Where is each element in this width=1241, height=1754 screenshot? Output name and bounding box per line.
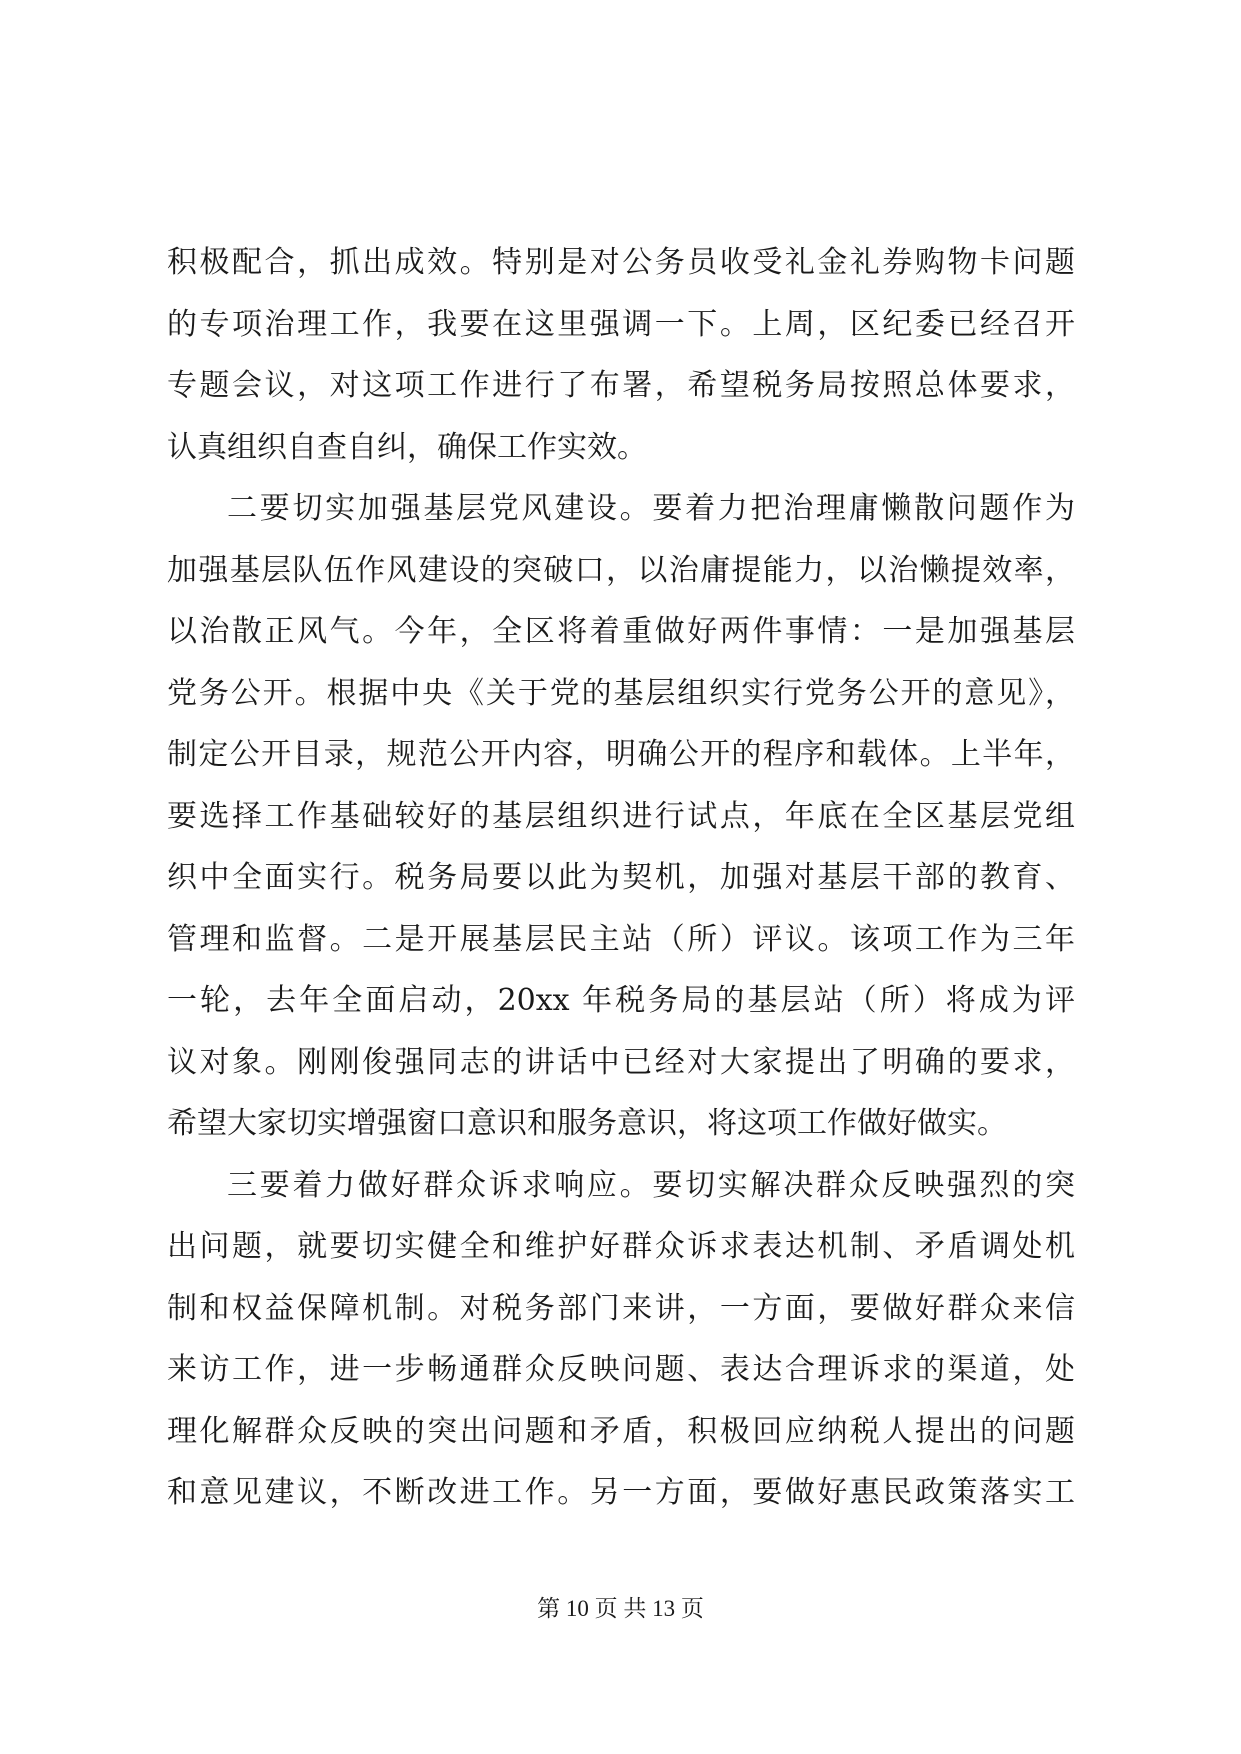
text-line: 制和权益保障机制。对税务部门来讲，一方面，要做好群众来信 (167, 1290, 1075, 1326)
text-line: 的专项治理工作，我要在这里强调一下。上周，区纪委已经召开 (167, 306, 1075, 342)
page-footer: 第 10 页 共 13 页 (537, 1596, 704, 1621)
text-line: 和意见建议，不断改进工作。另一方面，要做好惠民政策落实工 (167, 1475, 1075, 1510)
text-line: 来访工作，进一步畅通群众反映问题、表达合理诉求的渠道，处 (167, 1352, 1075, 1387)
text-line: 制定公开目录，规范公开内容，明确公开的程序和载体。上半年， (167, 737, 1075, 772)
text-line: 二要切实加强基层党风建设。要着力把治理庸懒散问题作为 (227, 491, 1075, 526)
text-line: 积极配合，抓出成效。特别是对公务员收受礼金礼券购物卡问题 (167, 245, 1075, 280)
text-line: 管理和监督。二是开展基层民主站（所）评议。该项工作为三年 (167, 921, 1075, 957)
text-line: 一轮，去年全面启动，20xx 年税务局的基层站（所）将成为评 (167, 983, 1075, 1018)
text-line: 议对象。刚刚俊强同志的讲话中已经对大家提出了明确的要求， (167, 1044, 1075, 1080)
body-text (167, 232, 1075, 1524)
text-line: 专题会议，对这项工作进行了布署，希望税务局按照总体要求， (167, 368, 1075, 403)
text-line: 认真组织自查自纠，确保工作实效。 (167, 429, 647, 465)
text-line: 理化解群众反映的突出问题和矛盾，积极回应纳税人提出的问题 (167, 1413, 1075, 1449)
text-line: 要选择工作基础较好的基层组织进行试点，年底在全区基层党组 (167, 798, 1075, 834)
text-line: 以治散正风气。今年，全区将着重做好两件事情：一是加强基层 (167, 614, 1075, 649)
text-line: 加强基层队伍作风建设的突破口，以治庸提能力，以治懒提效率， (167, 552, 1075, 588)
text-line: 出问题，就要切实健全和维护好群众诉求表达机制、矛盾调处机 (167, 1229, 1075, 1264)
text-line: 希望大家切实增强窗口意识和服务意识，将这项工作做好做实。 (167, 1106, 1007, 1141)
text-line: 三要着力做好群众诉求响应。要切实解决群众反映强烈的突 (227, 1167, 1075, 1203)
text-line: 党务公开。根据中央《关于党的基层组织实行党务公开的意见》， (167, 675, 1075, 711)
text-line: 织中全面实行。税务局要以此为契机，加强对基层干部的教育、 (167, 860, 1075, 895)
